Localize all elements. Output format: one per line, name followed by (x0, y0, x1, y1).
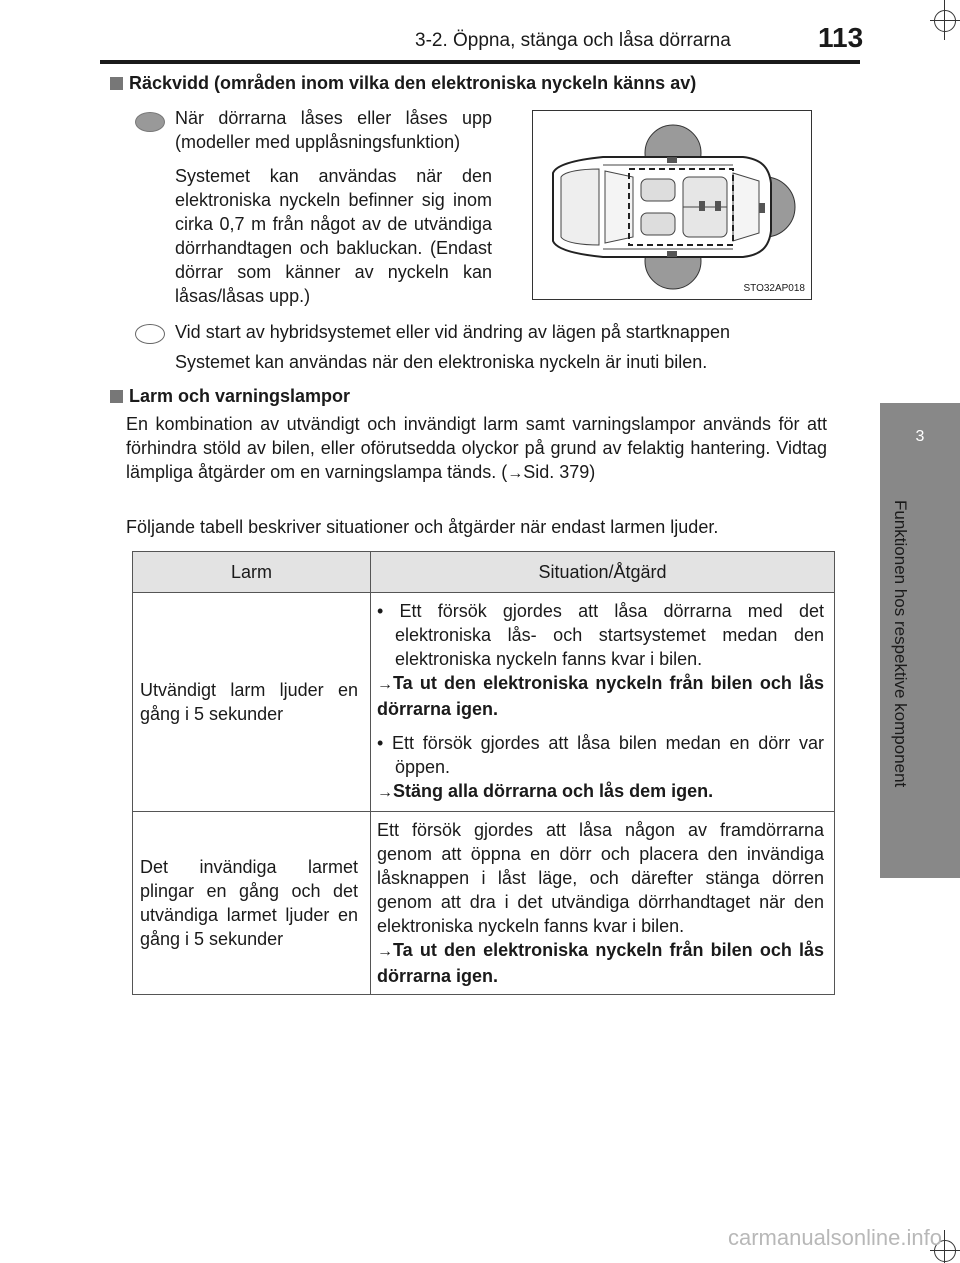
arrow-icon: → (377, 943, 393, 960)
square-bullet-icon (110, 390, 123, 403)
range-item1-title: När dörrarna låses eller låses upp (modeller med upplåsningsfunktion) (175, 108, 492, 152)
table-row (133, 593, 835, 812)
page-reference-link[interactable]: Sid. 379) (523, 462, 596, 482)
figure-code: STO32AP018 (743, 283, 805, 294)
range-heading-text: Räckvidd (områden inom vilka den elektroniska nyckeln känns av) (129, 73, 697, 93)
arrow-icon: → (507, 465, 524, 482)
alarm-intro-paragraph (126, 412, 827, 486)
range-item2-title: Vid start av hybridsystemet eller vid ändring av lägen på startknappen (175, 322, 730, 342)
column-header-situation: Situation/Åtgärd (371, 552, 835, 593)
alarm-intro-text: En kombination av utvändigt och invändigt larm samt varningslampor används för att förhindra stöld av bilen, eller oförutsedda olyckor på grund av felaktig hantering. Vidtag lämpliga åtgärder om en varningslampa tänds. ( (126, 414, 827, 482)
alarm-cell: Utvändigt larm ljuder en gång i 5 sekunder (133, 593, 371, 812)
action-label: Ta ut den elektroniska nyckeln från bilen och lås dörrarna igen. (377, 940, 824, 986)
action-text (377, 671, 824, 721)
table-row (133, 812, 835, 995)
action-text (377, 779, 824, 805)
car-range-figure (532, 110, 812, 300)
alarm-table-intro: Följande tabell beskriver situationer och åtgärder när endast larmen ljuder. (126, 517, 719, 537)
alarm-heading-text: Larm och varningslampor (129, 386, 351, 406)
range-item1-text: Systemet kan användas när den elektroniska nyckeln befinner sig inom cirka 0,7 m från något av de utvändiga dörrhandtagen och bakluckan. (Endast dörrar som känner av nyckeln kan låsas/låsas upp.) (175, 166, 492, 306)
header-rule (100, 60, 860, 64)
page-number: 113 (818, 22, 864, 53)
outline-oval-icon (135, 324, 165, 344)
situation-bullet: • Ett försök gjordes att låsa dörrarna med det elektroniska lås- och startsystemet medan den elektroniska nyckeln fanns kvar i bilen. (377, 601, 824, 669)
crop-mark-top-right (930, 0, 960, 40)
square-bullet-icon (110, 77, 123, 90)
car-top-view-illustration (533, 111, 811, 299)
chapter-number: 3 (915, 428, 925, 445)
range-item2-text: Systemet kan användas när den elektroniska nyckeln är inuti bilen. (175, 352, 708, 372)
arrow-icon: → (377, 784, 393, 801)
section-title: 3-2. Öppna, stänga och låsa dörrarna (415, 30, 731, 51)
action-label: Ta ut den elektroniska nyckeln från bilen och lås dörrarna igen. (377, 673, 824, 719)
chapter-label (878, 500, 918, 840)
situation-text: Ett försök gjordes att låsa någon av framdörrarna genom att öppna en dörr och placera den invändiga låsknappen i låst läge, och därefter stänga dörren genom att dra i det utvändiga dörrhandtaget när den elektroniska nyckeln fanns kvar i bilen. (377, 820, 824, 936)
column-header-alarm: Larm (133, 552, 371, 593)
action-label: Stäng alla dörrarna och lås dem igen. (393, 781, 714, 801)
situation-bullet: • Ett försök gjordes att låsa bilen medan en dörr var öppen. (377, 733, 824, 777)
situation-cell (371, 812, 835, 995)
alarm-heading (110, 386, 350, 407)
watermark: carmanualsonline.info (727, 1225, 942, 1250)
filled-oval-icon (135, 112, 165, 132)
chapter-label-text: Funktionen hos respektive komponent (891, 500, 910, 788)
situation-cell (371, 593, 835, 812)
alarm-cell: Det invändiga larmet plingar en gång och det utvändiga larmet ljuder en gång i 5 sekunder (133, 812, 371, 995)
alarm-table (132, 551, 835, 995)
arrow-icon: → (377, 676, 393, 693)
action-text (377, 938, 824, 988)
range-heading (110, 73, 696, 94)
table-header-row (133, 552, 835, 593)
